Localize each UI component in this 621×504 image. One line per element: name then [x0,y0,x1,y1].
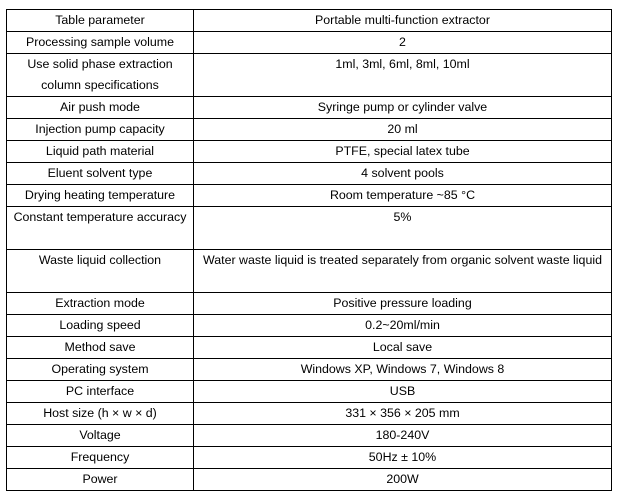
table-row [7,10,612,32]
table-row [7,250,612,293]
parameter-cell: Use solid phase extraction column specifications [7,54,194,97]
table-row [7,119,612,141]
value-cell: 331 × 356 × 205 mm [194,403,612,425]
parameter-cell: Air push mode [7,97,194,119]
value-cell: Portable multi-function extractor [194,10,612,32]
table-row [7,403,612,425]
value-cell: 200W [194,469,612,491]
value-cell: Syringe pump or cylinder valve [194,97,612,119]
parameter-cell: Table parameter [7,10,194,32]
table-row [7,381,612,403]
table-row [7,447,612,469]
parameter-cell: Voltage [7,425,194,447]
parameter-cell: Constant temperature accuracy [7,207,194,250]
value-cell: 2 [194,32,612,54]
value-cell: PTFE, special latex tube [194,141,612,163]
table-row [7,32,612,54]
table-row [7,425,612,447]
table-row [7,359,612,381]
table-row [7,293,612,315]
parameter-cell: Waste liquid collection [7,250,194,293]
parameter-cell: Extraction mode [7,293,194,315]
parameter-cell: Frequency [7,447,194,469]
value-cell: USB [194,381,612,403]
table-row [7,207,612,250]
value-cell: 180-240V [194,425,612,447]
parameter-cell: Eluent solvent type [7,163,194,185]
table-row [7,97,612,119]
parameter-cell: PC interface [7,381,194,403]
parameter-cell: Operating system [7,359,194,381]
table-row [7,337,612,359]
value-cell: 5% [194,207,612,250]
spec-table [6,9,612,491]
table-row [7,469,612,491]
parameter-cell: Injection pump capacity [7,119,194,141]
parameter-cell: Host size (h × w × d) [7,403,194,425]
parameter-cell: Drying heating temperature [7,185,194,207]
value-cell: 0.2~20ml/min [194,315,612,337]
parameter-cell: Liquid path material [7,141,194,163]
table-row [7,185,612,207]
value-cell: 50Hz ± 10% [194,447,612,469]
value-cell: Room temperature ~85 °C [194,185,612,207]
value-cell: Windows XP, Windows 7, Windows 8 [194,359,612,381]
value-cell: 20 ml [194,119,612,141]
parameter-cell: Method save [7,337,194,359]
table-row [7,163,612,185]
table-row [7,315,612,337]
value-cell: 4 solvent pools [194,163,612,185]
value-cell: Water waste liquid is treated separately from organic solvent waste liquid [194,250,612,293]
parameter-cell: Power [7,469,194,491]
parameter-cell: Processing sample volume [7,32,194,54]
table-row [7,54,612,97]
value-cell: 1ml, 3ml, 6ml, 8ml, 10ml [194,54,612,97]
parameter-cell: Loading speed [7,315,194,337]
table-row [7,141,612,163]
value-cell: Local save [194,337,612,359]
value-cell: Positive pressure loading [194,293,612,315]
